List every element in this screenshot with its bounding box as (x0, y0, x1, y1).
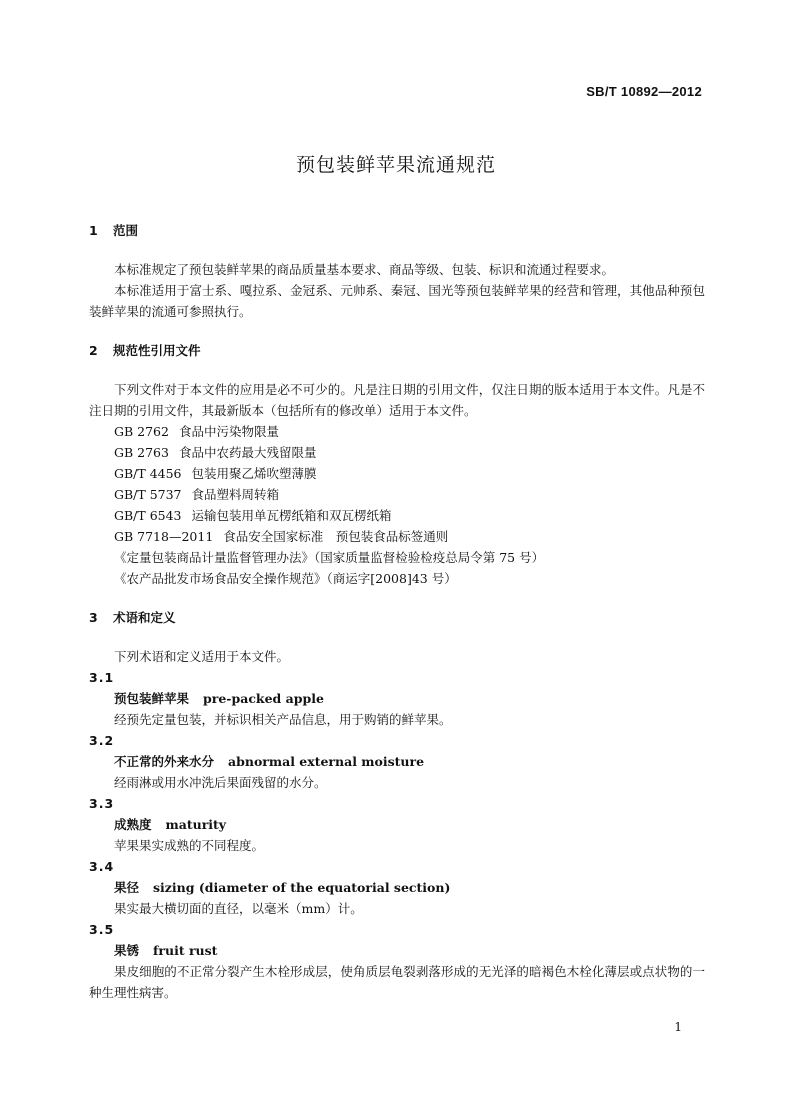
section-normative-references (89, 340, 705, 589)
term-definition: 经雨淋或用水冲洗后果面残留的水分。 (114, 775, 327, 790)
term-name-zh: 预包装鲜苹果 (114, 691, 190, 706)
term-entry (89, 856, 705, 919)
term-number: 3.4 (89, 859, 115, 874)
section-heading-references (89, 340, 705, 361)
reference-code: GB 2762 (114, 424, 169, 439)
references-intro: 下列文件对于本文件的应用是必不可少的。凡是注日期的引用文件，仅注日期的版本适用于本文件。凡是不注日期的引用文件，其最新版本（包括所有的修改单）适用于本文件。 (89, 382, 705, 418)
section-title: 范围 (113, 223, 139, 238)
reference-code: GB/T 5737 (114, 487, 182, 502)
scope-paragraph-2: 本标准适用于富士系、嘎拉系、金冠系、元帅系、秦冠、国光等预包装鲜苹果的经营和管理，其他品种预包装鲜苹果的流通可参照执行。 (89, 283, 705, 319)
reference-title: 食品中农药最大残留限量 (178, 445, 317, 460)
reference-regulation: 《定量包装商品计量监督管理办法》（国家质量监督检验检疫总局令第 75 号） (114, 550, 545, 565)
section-heading-scope (89, 220, 705, 241)
section-terms-definitions (89, 607, 705, 1003)
standard-code: SB/T 10892—2012 (586, 84, 702, 99)
section-number: 1 (89, 223, 98, 238)
term-name-en: abnormal external moisture (228, 754, 425, 769)
term-name-en: sizing (diameter of the equatorial section) (153, 880, 451, 895)
term-entry (89, 793, 705, 856)
term-name-zh: 成熟度 (114, 817, 152, 832)
term-entry (89, 919, 705, 1003)
reference-item (89, 421, 705, 442)
reference-code: GB 7718—2011 (114, 529, 214, 544)
term-number: 3.3 (89, 796, 115, 811)
reference-title: 运输包装用单瓦楞纸箱和双瓦楞纸箱 (191, 508, 392, 523)
term-name (89, 877, 705, 898)
reference-code: GB/T 6543 (114, 508, 182, 523)
term-name (89, 688, 705, 709)
document-body (89, 220, 705, 1021)
term-name-zh: 果锈 (114, 943, 140, 958)
term-name (89, 814, 705, 835)
document-title: 预包装鲜苹果流通规范 (295, 154, 496, 176)
term-name-en: maturity (165, 817, 227, 832)
reference-item (89, 442, 705, 463)
reference-item (89, 463, 705, 484)
term-number: 3.1 (89, 670, 115, 685)
term-number: 3.2 (89, 733, 115, 748)
term-name (89, 940, 705, 961)
reference-item (89, 484, 705, 505)
section-title: 术语和定义 (113, 610, 176, 625)
reference-title: 食品安全国家标准 预包装食品标签通则 (223, 529, 449, 544)
term-name (89, 751, 705, 772)
reference-title: 包装用聚乙烯吹塑薄膜 (191, 466, 317, 481)
reference-title: 食品中污染物限量 (178, 424, 279, 439)
scope-paragraph-1: 本标准规定了预包装鲜苹果的商品质量基本要求、商品等级、包装、标识和流通过程要求。 (114, 262, 615, 277)
term-definition: 果实最大横切面的直径，以毫米（mm）计。 (114, 901, 363, 916)
term-entry (89, 730, 705, 793)
reference-code: GB/T 4456 (114, 466, 182, 481)
term-name-zh: 果径 (114, 880, 140, 895)
term-definition: 苹果果实成熟的不同程度。 (114, 838, 265, 853)
section-heading-terms (89, 607, 705, 628)
reference-item (89, 505, 705, 526)
terms-intro: 下列术语和定义适用于本文件。 (114, 649, 290, 664)
section-title: 规范性引用文件 (113, 343, 201, 358)
term-definition: 果皮细胞的不正常分裂产生木栓形成层，使角质层龟裂剥落形成的无光泽的暗褐色木栓化薄层或点状物的一种生理性病害。 (89, 964, 705, 1000)
term-name-zh: 不正常的外来水分 (114, 754, 215, 769)
term-entry (89, 667, 705, 730)
section-number: 2 (89, 343, 98, 358)
term-definition: 经预先定量包装，并标识相关产品信息，用于购销的鲜苹果。 (114, 712, 452, 727)
reference-item (89, 526, 705, 547)
section-number: 3 (89, 610, 98, 625)
reference-regulation: 《农产品批发市场食品安全操作规范》（商运字[2008]43 号） (114, 571, 457, 586)
section-scope (89, 220, 705, 322)
page-number: 1 (674, 1020, 682, 1034)
reference-title: 食品塑料周转箱 (191, 487, 280, 502)
term-number: 3.5 (89, 922, 115, 937)
reference-code: GB 2763 (114, 445, 169, 460)
term-name-en: pre-packed apple (203, 691, 324, 706)
term-name-en: fruit rust (153, 943, 218, 958)
